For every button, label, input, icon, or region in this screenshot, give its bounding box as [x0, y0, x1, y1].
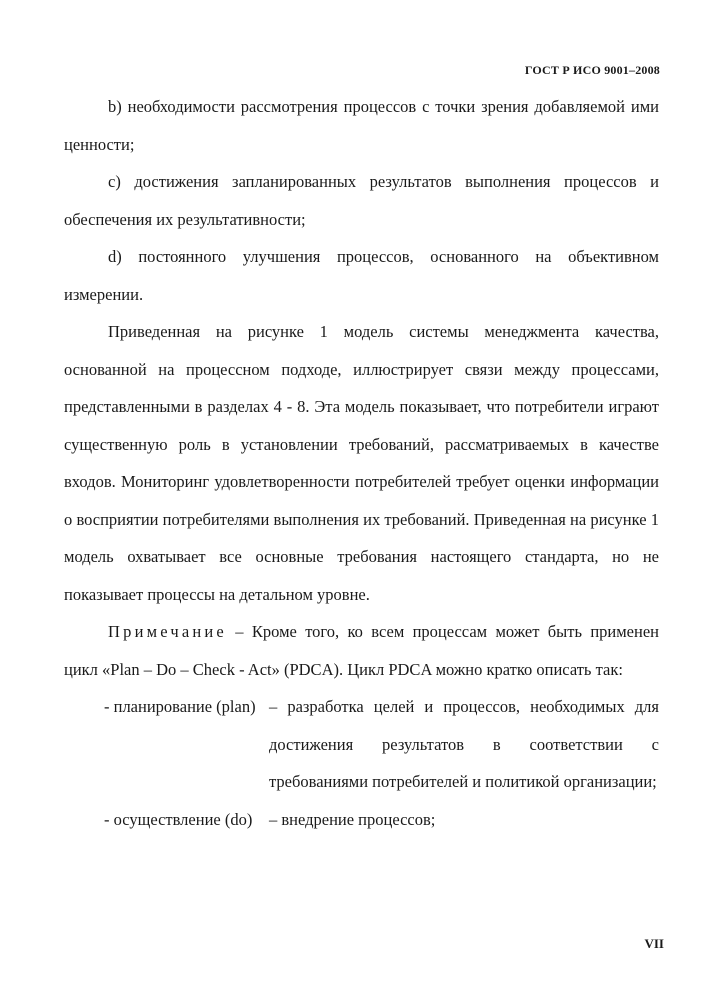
- definition-description: – внедрение процессов;: [269, 809, 436, 829]
- list-item-b: b) необходимости рассмотрения процессов с точки зрения добавляемой ими ценности;: [64, 97, 659, 154]
- note-paragraph: [64, 613, 659, 688]
- definition-row-plan: [64, 688, 659, 801]
- definition-term: - осуществление (do): [104, 809, 253, 829]
- list-item-d: d) постоянного улучшения процессов, основанного на объективном измерении.: [64, 247, 659, 304]
- definition-term: - планирование (plan): [104, 697, 256, 716]
- definition-description: – разработка целей и процессов, необходимых для достижения результатов в соответствии с требованиями потребителей и политикой организации;: [269, 697, 659, 791]
- document-header: ГОСТ Р ИСО 9001–2008: [524, 63, 660, 77]
- definition-row-do: [64, 801, 659, 839]
- note-text: – Кроме того, ко всем процессам может быть применен цикл «Plan – Do – Check - Act» (PDCA). Цикл PDCA можно кратко описать так:: [64, 622, 659, 679]
- document-body: [64, 88, 659, 838]
- page-number: VII: [644, 936, 664, 951]
- note-label: Примечание: [108, 622, 227, 641]
- main-paragraph: Приведенная на рисунке 1 модель системы менеджмента качества, основанной на процессном подходе, иллюстрирует связи между процессами, представленными в разделах 4 - 8. Эта модель показывает, что потребители играют существенную роль в установлении требований, рассматриваемых в качестве входов. Мониторинг удовлетворенности потребителей требует оценки информации о восприятии потребителями выполнения их требований. Приведенная на рисунке 1 модель охватывает все основные требования настоящего стандарта, но не показывает процессы на детальном уровне.: [64, 322, 659, 604]
- list-item-c: c) достижения запланированных результатов выполнения процессов и обеспечения их результативности;: [64, 172, 659, 229]
